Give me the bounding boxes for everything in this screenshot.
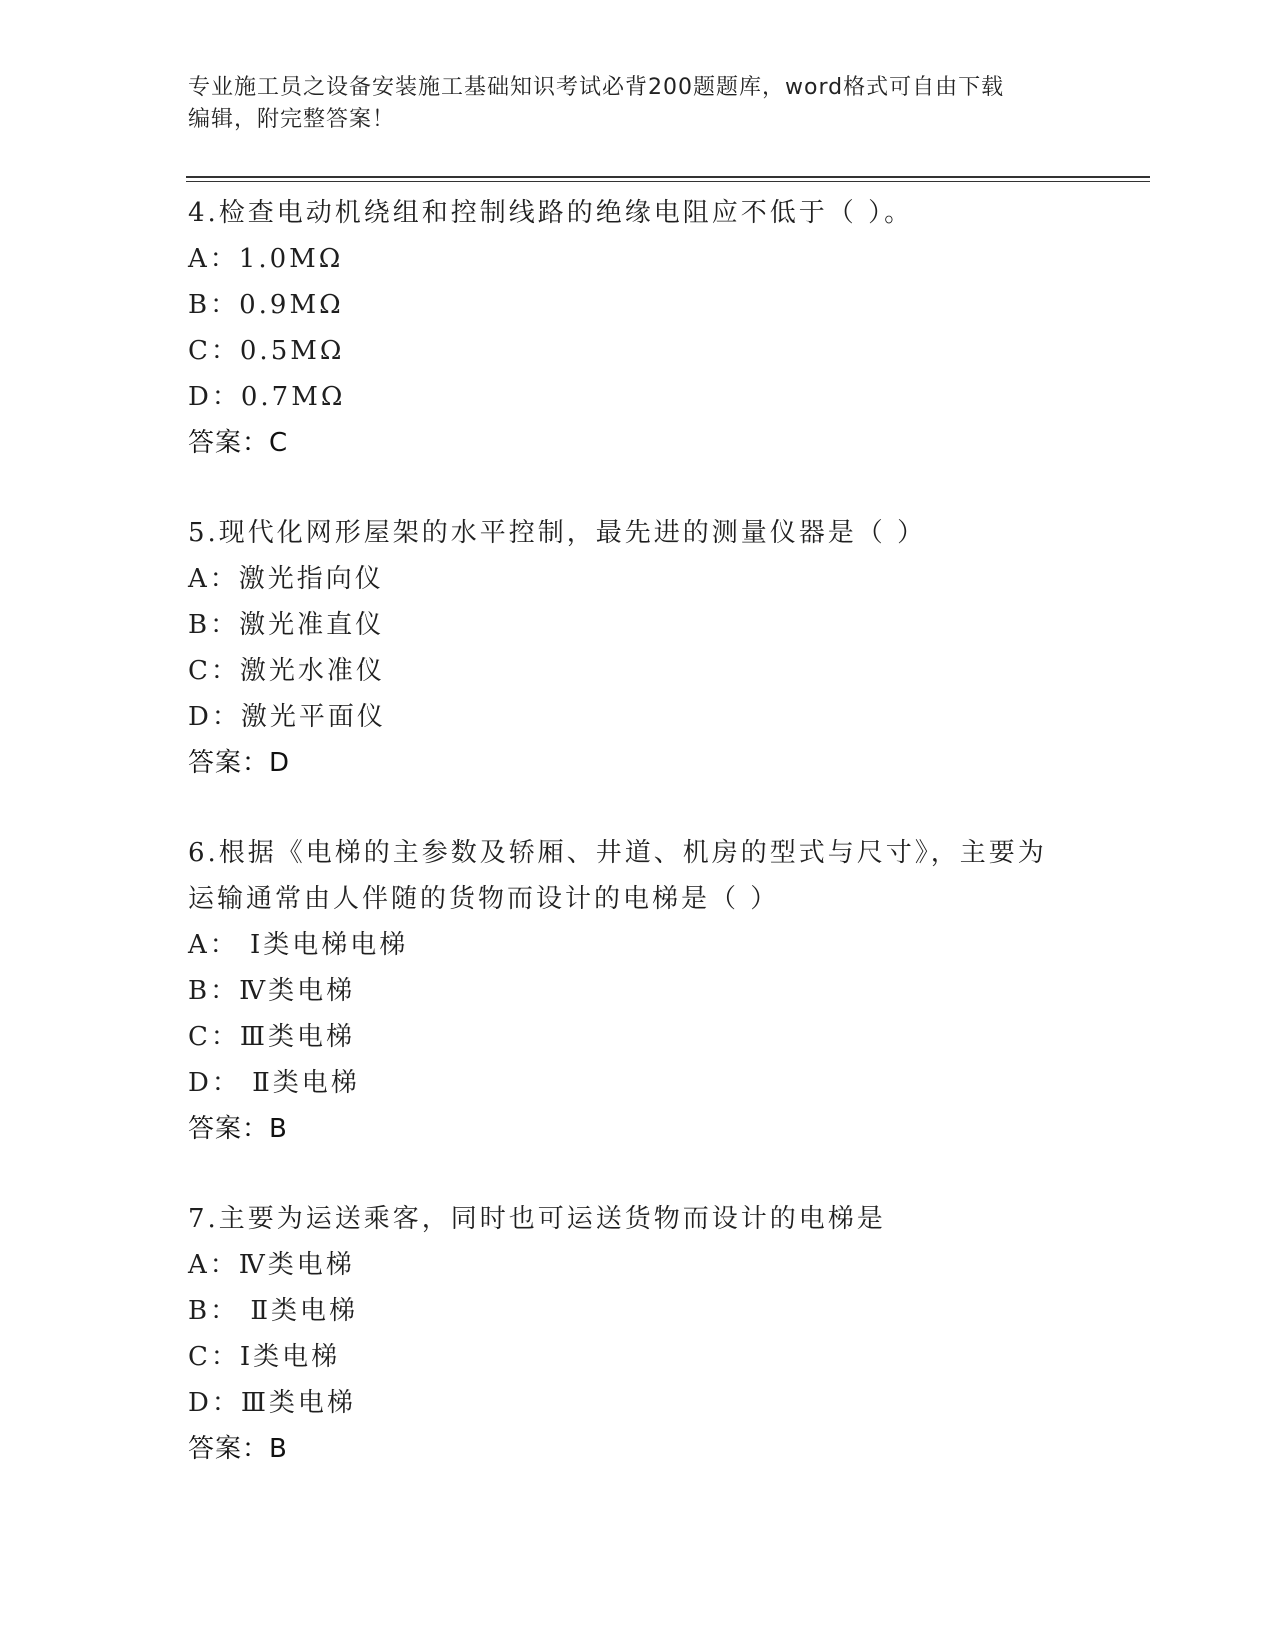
question-stem: 4.检查电动机绕组和控制线路的绝缘电阻应不低于（ ）。 — [188, 198, 914, 228]
option-c: C：0.5MΩ — [188, 336, 345, 366]
question-stem: 6.根据《电梯的主参数及轿厢、井道、机房的型式与尺寸》，主要为 运输通常由人伴随的货物而设计的电梯是（ ） — [188, 838, 1047, 914]
option-b: B：Ⅳ类电梯 — [188, 976, 356, 1006]
question-7 — [188, 1196, 1088, 1472]
option-d: D：0.7MΩ — [188, 382, 346, 412]
option-c: C：激光水准仪 — [188, 656, 385, 686]
option-b: B： Ⅱ类电梯 — [188, 1296, 359, 1326]
header-divider-thick — [186, 176, 1150, 178]
option-d: D：激光平面仪 — [188, 702, 386, 732]
option-d: D： Ⅱ类电梯 — [188, 1068, 360, 1098]
header-line-2: 编辑，附完整答案！ — [188, 107, 396, 132]
question-stem: 5.现代化网形屋架的水平控制，最先进的测量仪器是（ ） — [188, 518, 927, 548]
answer-line: 答案：B — [188, 1434, 288, 1464]
answer-line: 答案：D — [188, 748, 291, 778]
option-a: A：Ⅳ类电梯 — [188, 1250, 355, 1280]
question-5 — [188, 510, 1088, 786]
question-stem: 7.主要为运送乘客，同时也可运送货物而设计的电梯是 — [188, 1204, 886, 1234]
option-c: C：Ⅰ类电梯 — [188, 1342, 341, 1372]
answer-line: 答案：B — [188, 1114, 288, 1144]
header-divider-thin — [186, 181, 1150, 182]
question-6 — [188, 830, 1088, 1152]
option-a: A：激光指向仪 — [188, 564, 384, 594]
option-a: A：1.0MΩ — [188, 244, 344, 274]
question-4 — [188, 190, 1088, 466]
question-list — [188, 190, 1088, 1516]
option-b: B：0.9MΩ — [188, 290, 344, 320]
option-d: D：Ⅲ类电梯 — [188, 1388, 356, 1418]
header-line-1: 专业施工员之设备安装施工基础知识考试必背200题题库，word格式可自由下载 — [188, 75, 1005, 100]
answer-line: 答案：C — [188, 428, 289, 458]
option-c: C：Ⅲ类电梯 — [188, 1022, 355, 1052]
option-b: B：激光准直仪 — [188, 610, 385, 640]
option-a: A： Ⅰ类电梯电梯 — [188, 930, 409, 960]
document-header — [188, 72, 1088, 136]
